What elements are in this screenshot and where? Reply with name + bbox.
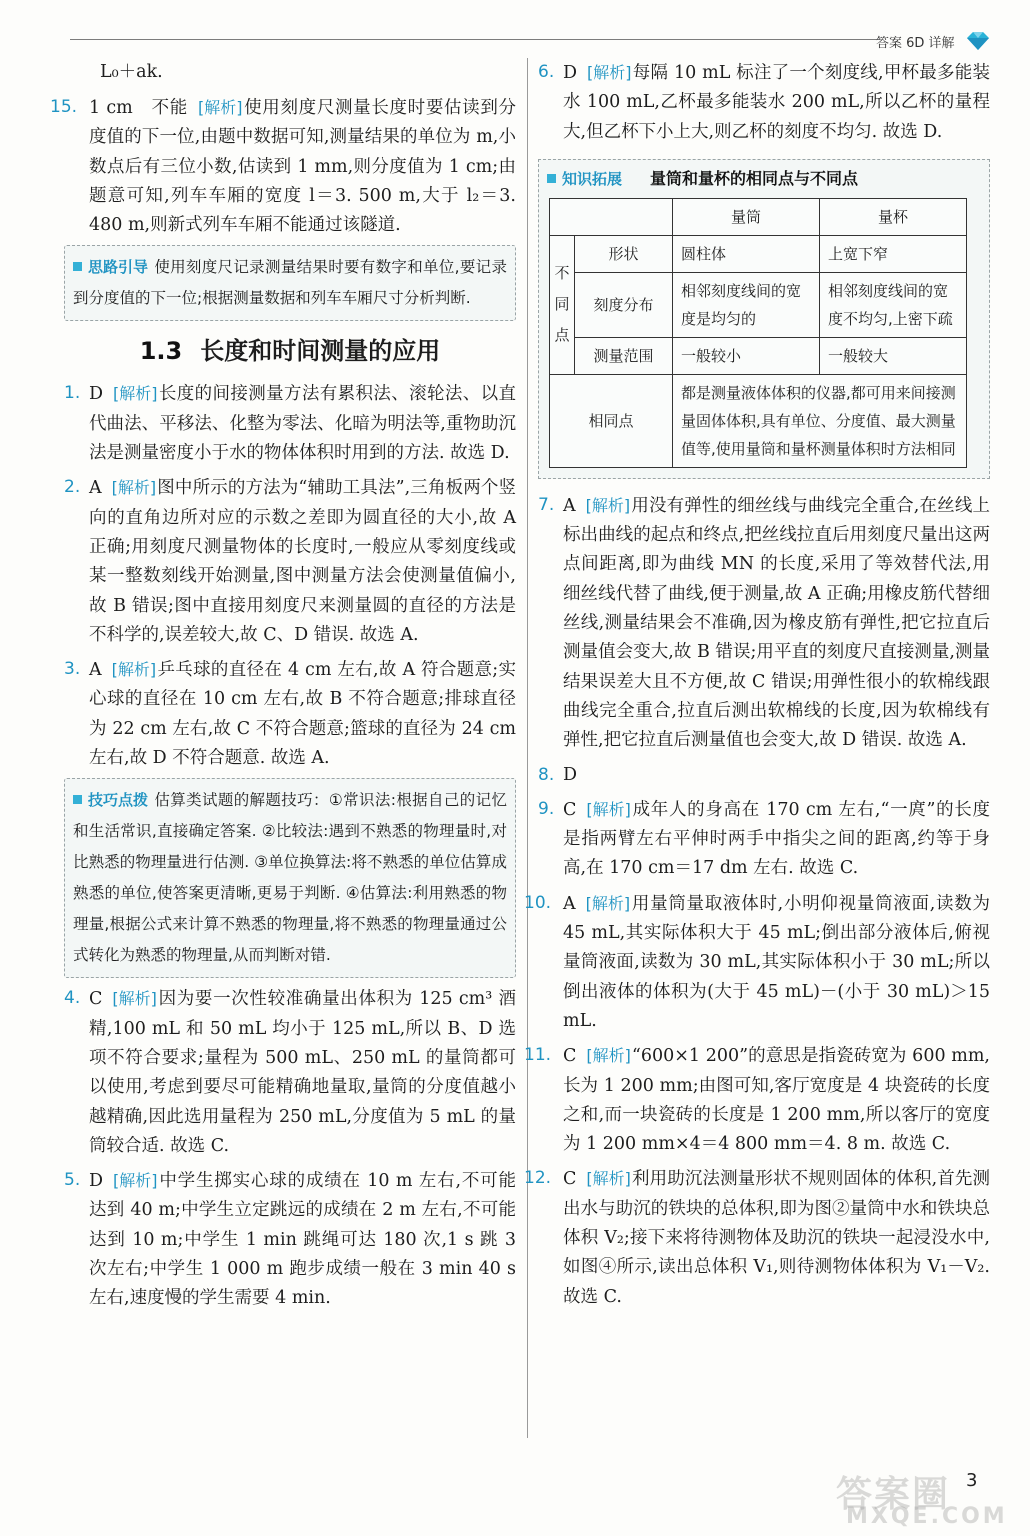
table-row <box>550 374 967 467</box>
answer-4: 4. C [解析]因为要一次性较准确量出体积为 125 cm³ 酒精,100 mL 和 50 mL 均小于 125 mL,所以 B、D 选项不符合要求;量程为 500 mL、250 mL 的量筒都可以使用,考虑到要尽可能精确地量取,量筒的分度值越小越精确,因此选用量程为 250 mL,分度值为 5 mL 的量筒较合适. 故选 C. <box>64 988 516 1156</box>
answer-12: 12. C [解析]利用助沉法测量形状不规则固体的体积,首先测出水与助沉的铁块的总体积,即为图②量筒中水和铁块总体积 V₂;接下来将待测物体及助沉的铁块一起浸没水中,如图④所示,读出总体积 V₁,则待测物体体积为 V₁－V₂. 故选 C. <box>524 1168 990 1307</box>
watermark-url: MXQE.COM <box>846 1504 1008 1529</box>
box-title: 技巧点拨 <box>73 785 148 816</box>
continued-formula: L₀＋ak. <box>100 62 163 82</box>
page-number: 3 <box>966 1470 978 1491</box>
answer-3: 3. A [解析]乒乓球的直径在 4 cm 左右,故 A 符合题意;实心球的直径在 10 cm 左右,故 B 不符合题意;排球直径为 22 cm 左右,故 C 不符合题意;篮球的直径为 24 cm 左右,故 D 不符合题意. 故选 A. <box>64 659 516 769</box>
col-header-cup: 量杯 <box>820 198 967 235</box>
answer-11: 11. C [解析]“600×1 200”的意思是指瓷砖宽为 600 mm,长为 1 200 mm;由图可知,客厅宽度是 4 块瓷砖的长度之和,而一块瓷砖的长度是 1 200 mm,所以客厅的宽度为 1 200 mm×4＝4 800 mm＝4. 8 m. 故选 C. <box>524 1045 990 1155</box>
answer-body: 使用刻度尺测量长度时要估读到分度值的下一位,由题中数据可知,测量结果的单位为 m,小数点后有三位小数,估读到 1 mm,则分度值为 1 cm;由题意可知,列车车厢的宽度 l＝3. 500 m,大于 l₂＝3. 480 m,则新式列车车厢不能通过该隧道. <box>89 98 517 236</box>
right-column <box>524 58 990 1317</box>
box-title: 思路引导 <box>73 252 148 283</box>
answer-1: 1. D [解析]长度的间接测量方法有累积法、滚轮法、以直代曲法、平移法、化整为零法、化暗为明法等,重物助沉法是测量密度小于水的物体体积时用到的方法. 故选 D. <box>64 383 516 464</box>
answer-number: 15. <box>50 97 78 117</box>
differences-label: 不同点 <box>550 235 575 374</box>
knowledge-extension-box <box>538 159 990 479</box>
answer-choice: 1 cm 不能 <box>89 98 188 118</box>
column-divider <box>527 58 528 1438</box>
answer-6: 6. D [解析]每隔 10 mL 标注了一个刻度线,甲杯最多能装水 100 mL,乙杯最多能装水 200 mL,所以乙杯的量程大,但乙杯下小上大,则乙杯的刻度不均匀. 故选 D. <box>538 62 990 142</box>
tips-box <box>64 778 516 978</box>
box-body: 估算类试题的解题技巧：①常识法:根据自己的记忆和生活常识,直接确定答案. ②比较法:遇到不熟悉的物理量时,对比熟悉的物理量进行估测. ③单位换算法:将不熟悉的单位估算成熟悉的单位,使答案更清晰,更易于判断. ④估算法:利用熟悉的物理量,根据公式来计算不熟悉的物理量,将不熟悉的物理量通过公式转化为熟悉的物理量,从而判断对错. <box>73 791 507 965</box>
table-row: 不同点 形状 圆柱体 上宽下窄 <box>550 235 967 272</box>
table-row: 测量范围 一般较小 一般较大 <box>550 337 967 374</box>
answer-15 <box>50 93 517 240</box>
answer-5: 5. D [解析]中学生掷实心球的成绩在 10 m 左右,不可能达到 40 m;中学生立定跳远的成绩在 2 m 左右,不可能达到 10 m;中学生 1 min 跳绳可达 180 次,1 s 跳 3 次左右;中学生 1 000 m 跑步成绩一般在 3 min 40 s 左右,速度慢的学生需要 4 min. <box>64 1170 516 1309</box>
table-header-row <box>550 198 967 235</box>
table-corner-cell <box>550 198 673 235</box>
answer-9: 9. C [解析]成年人的身高在 170 cm 左右,“一庹”的长度是指两臂左右平伸时两手中指尖之间的距离,约等于身高,在 170 cm＝17 dm 左右. 故选 C. <box>538 798 990 879</box>
watermark-logo: 答案圈 <box>836 1474 951 1515</box>
box-body: 使用刻度尺记录测量结果时要有数字和单位,要记录到分度值的下一位;根据测量数据和列车车厢尺寸分析判断. <box>73 258 507 308</box>
left-column <box>50 58 517 1319</box>
answer-7: 7. A [解析]用没有弹性的细丝线与曲线完全重合,在丝线上标出曲线的起点和终点,把丝线拉直后用刻度尺量出这两点间距离,即为曲线 MN 的长度,采用了等效替代法,用细丝线代替了曲线,便于测量,故 A 正确;用橡皮筋代替细丝线,测量结果会不准确,因为橡皮筋有弹性,把它拉直后测量值会变大,故 B 错误;用平直的刻度尺直接测量,测量结果误差大且不方便,故 C 错误;用弹性很小的软棉线跟曲线完全重合,拉直后测出软棉线的长度,因为软棉线有弹性,把它拉直后测量值也会变大,故 D 错误. 故选 A. <box>538 494 990 751</box>
table-row: 刻度分布 相邻刻度线间的宽度是均匀的 相邻刻度线间的宽度不均匀,上密下疏 <box>550 272 967 337</box>
same-label: 相同点 <box>550 374 673 467</box>
section-heading: 1.3 长度和时间测量的应用 <box>139 337 441 366</box>
header-label: 答案 6D 详解 <box>876 36 955 51</box>
header-rule <box>70 39 880 40</box>
answer-8: 8. D <box>538 764 578 785</box>
col-header-cylinder: 量筒 <box>673 198 820 235</box>
gem-icon <box>964 30 992 52</box>
comparison-table <box>549 198 967 468</box>
analysis-tag: [解析] <box>197 98 243 117</box>
knowledge-header: 知识拓展 量筒和量杯的相同点与不同点 <box>547 168 981 190</box>
answer-10: 10. A [解析]用量筒量取液体时,小明仰视量筒液面,读数为 45 mL,其实际体积大于 45 mL;倒出部分液体后,俯视量筒液面,读数为 30 mL,其实际体积小于 30 mL;所以倒出液体的体积为(大于 45 mL)－(小于 30 mL)＞15 mL. <box>524 892 990 1031</box>
same-text: 都是测量液体体积的仪器,都可用来间接测量固体体积,具有单位、分度值、最大测量值等,使用量筒和量杯测量体积时方法相同 <box>673 374 967 467</box>
thinking-guide-box <box>64 245 516 321</box>
answer-2: 2. A [解析]图中所示的方法为“辅助工具法”,三角板两个竖向的直角边所对应的示数之差即为圆直径的大小,故 A 正确;用刻度尺测量物体的长度时,一般应从零刻度线或某一整数刻线开始测量,图中测量方法会使测量值偏小,故 B 错误;图中直接用刻度尺来测量圆的直径的方法是不科学的,误差较大,故 C、D 错误. 故选 A. <box>64 477 516 645</box>
